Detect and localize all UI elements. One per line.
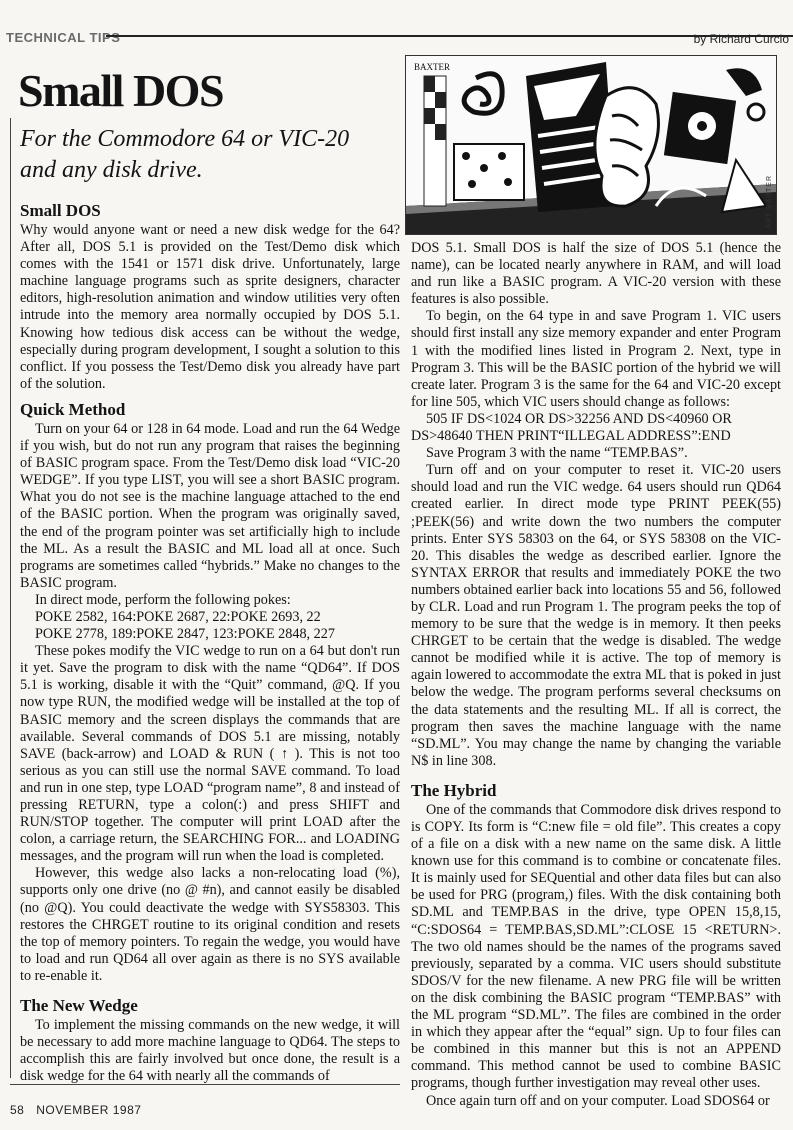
header-section-label: TECHNICAL TIPS <box>6 30 121 45</box>
right-column <box>411 240 781 1110</box>
page-footer <box>10 1103 149 1117</box>
line-505-code: 505 IF DS<1024 OR DS>32256 AND DS<40960 OR DS>48640 THEN PRINT“ILLEGAL ADDRESS”:END <box>411 410 732 445</box>
left-column-rule <box>10 118 11 1078</box>
right-paragraph-3: Save Program 3 with the name “TEMP.BAS”. <box>426 445 688 462</box>
quick-paragraph-4: However, this wedge also lacks a non-relocating load (%), supports only one drive (no @ #n), and cannot easily be disabled (no @Q). You could deactivate the wedge with SYS58303. This restores the CHRGET routine to its original condition and resets the top of memory pointers. To regain the wedge, you would have to load and run QD64 all over again as there is no SYS available to re-enable it. <box>20 865 400 984</box>
illustration-signature: BAXTER <box>414 62 450 72</box>
right-paragraph-2: To begin, on the 64 type in and save Program 1. VIC users should first install any size memory expander and enter Program 1 with the modified lines listed in Program 2. Next, type in Program 3. This will be the BASIC portion of the hybrid we will create later. Program 3 is the same for the 64 and VIC-20 except for line 505, which VIC users should change as follows: <box>411 308 781 410</box>
right-paragraph-4: Turn off and on your computer to reset it. VIC-20 users should load and run the VIC wedge. 64 users should run QD64 created earlier. In direct mode type PRINT PEEK(55) ;PEEK(56) and write down the two numbers the computer prints. Enter SYS 58303 on the 64, or SYS 58308 on the VIC-20. This disables the wedge as described earlier. Ignore the SYNTAX ERROR that results and immediately POKE the two numbers obtained earlier back into locations 55 and 56, followed by CLR. Load and run Program 1. The program peeks the top of memory to be sure that the wedge is in memory. It then peeks CHRGET to be certain that the wedge is disabled. The wedge cannot be modified while it is active. The top of memory is again lowered to accommodate the extra ML that is poked in just below the wedge. The program performs several checksums on the data statements and the resulting ML. If all is correct, the program then saves the machine language with the name “SD.ML”. You may change the name by changing the variable N$ in line 308. <box>411 462 781 769</box>
art-credit: ART BAXTER <box>766 175 773 229</box>
heading-quick-method: Quick Method <box>20 399 126 419</box>
quick-paragraph-3: These pokes modify the VIC wedge to run on a 64 but don't run it yet. Save the program to disk with the name “QD64”. If DOS 5.1 is working, disable it with the “Quit” command, @Q. If you now type RUN, the modified wedge will be installed at the top of BASIC memory and the screen displays the commands that are available. Several commands of DOS 5.1 are missing, notably SAVE (back-arrow) and LOAD & RUN ( ↑ ). This is not too serious as you can still use the normal SAVE command. To load and run in one step, type LOAD “program name”, 8 and instead of pressing RETURN, type a colon(:) and press SHIFT and RUN/STOP together. The computer will print LOAD after the colon, a carriage return, the SEARCHING FOR... and LOADING messages, and the program will run when the load is completed. <box>20 643 400 865</box>
header-rule <box>106 35 793 37</box>
right-paragraph-1: DOS 5.1. Small DOS is half the size of DOS 5.1 (hence the name), can be located nearly anywhere in RAM, and will load and run like a BASIC program. A VIC-20 version with these features is also possible. <box>411 240 781 308</box>
article-title: Small DOS <box>18 65 224 116</box>
heading-small-dos: Small DOS <box>20 201 101 220</box>
article-subtitle: For the Commodore 64 or VIC-20 and any disk drive. <box>20 126 350 183</box>
issue-date: NOVEMBER 1987 <box>36 1103 142 1117</box>
hybrid-paragraph-2: Once again turn off and on your computer. Load SDOS64 or <box>426 1092 770 1109</box>
poke-line-2: POKE 2778, 189:POKE 2847, 123:POKE 2848, 227 <box>35 626 335 643</box>
illustration <box>405 55 777 235</box>
heading-hybrid: The Hybrid <box>411 780 497 800</box>
quick-paragraph-2: In direct mode, perform the following pokes: <box>35 591 291 608</box>
page-number: 58 <box>10 1103 25 1117</box>
header-byline: by Richard Curcio <box>693 32 789 46</box>
heading-new-wedge: The New Wedge <box>20 996 138 1016</box>
poke-line-1: POKE 2582, 164:POKE 2687, 22:POKE 2693, 22 <box>35 608 321 625</box>
left-column <box>20 198 400 1085</box>
hybrid-paragraph-1: One of the commands that Commodore disk drives respond to is COPY. Its form is “C:new file = old file”. This creates a copy of a file on a disk with a new name on the same disk. A little known use for this command is to combine or concatenate files. It is mainly used for SEQuential and other data files but can also be used for PRG (program,) files. With the disk containing both SD.ML and TEMP.BAS in the drive, type OPEN 15,8,15, “C:SDOS64 = TEMP.BAS,SD.ML”:CLOSE 15 <RETURN>. The two old names should be the names of the programs saved previously, separated by a comma. VIC users should substitute SDOS/V for the new filename. A new PRG file will be written on the disk combining the BASIC program “TEMP.BAS” with the ML program “SD.ML”. The files are combined in the order in which they appear after the “equal” sign. Up to four files can be combined in this manner but this is not an APPEND command. This method cannot be used to combine BASIC programs, though further investigation may reveal other uses. <box>411 801 781 1092</box>
intro-paragraph: Why would anyone want or need a new disk wedge for the 64? After all, DOS 5.1 is provided on the Test/Demo disk which comes with the 1541 or 1571 disk drive. Unfortunately, large machine language programs such as sprite designers, character editors, high-resolution animation and window utilities very often intrude into the memory area normally occupied by DOS 5.1. Knowing how tedious disk access can be without the wedge, especially during program development, I sought a solution to this conflict. If you possess the Test/Demo disk you already have part of the solution. <box>20 222 400 392</box>
new-wedge-paragraph: To implement the missing commands on the new wedge, it will be necessary to add more machine language to QD64. The steps to accomplish this are fairly involved but once done, the result is a disk wedge for the 64 with nearly all the commands of <box>20 1017 400 1085</box>
illustration-artwork <box>406 56 776 234</box>
quick-paragraph-1: Turn on your 64 or 128 in 64 mode. Load and run the 64 Wedge if you wish, but do not run any program that raises the beginning of BASIC program space. From the Test/Demo disk load “VIC-20 WEDGE”. If you type LIST, you will see a short BASIC program. What you do not see is the machine language attached to the end of the BASIC portion. When the program was originally saved, the end of the program pointer was set artificially high to include the ML. As a result the BASIC and ML load all at once. Such programs are sometimes called “hybrids.” Make no changes to the BASIC program. <box>20 420 400 591</box>
